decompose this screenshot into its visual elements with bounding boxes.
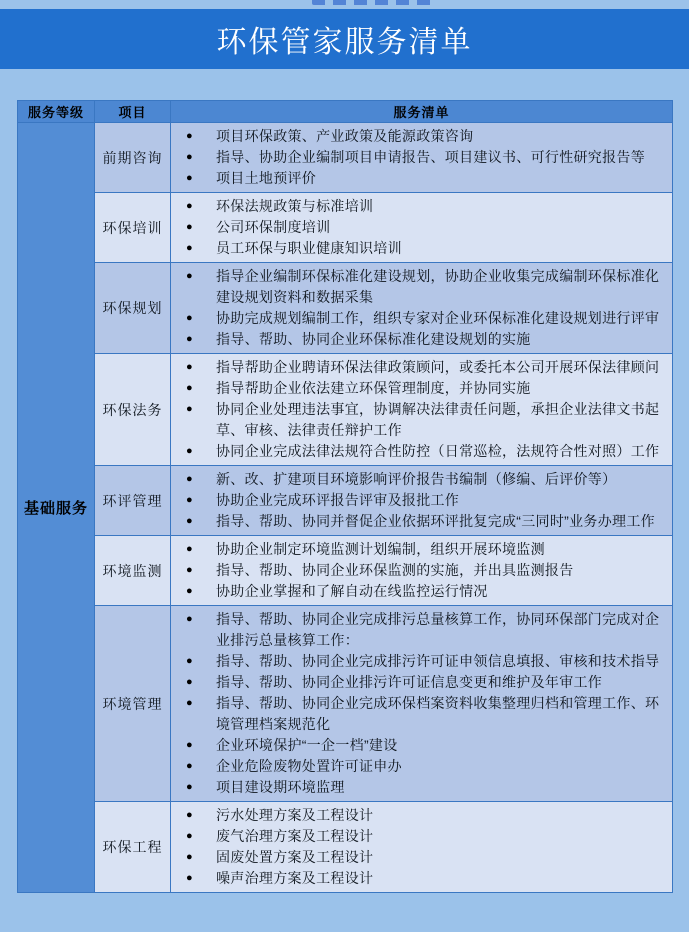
service-item: ● 环保法规政策与标准培训	[171, 196, 666, 217]
service-item: ● 指导、帮助、协同企业环保监测的实施，并出具监测报告	[171, 560, 666, 581]
header-service-list: 服务清单	[171, 101, 673, 123]
service-item: ● 指导、帮助、协同企业环保标准化建设规划的实施	[171, 329, 666, 350]
service-list-cell	[171, 193, 673, 263]
service-list-cell	[171, 802, 673, 893]
project-cell: 环保规划	[95, 263, 171, 354]
service-item: ● 企业危险废物处置许可证申办	[171, 756, 666, 777]
service-item: ● 项目土地预评价	[171, 168, 666, 189]
table-row	[18, 123, 673, 193]
service-item: ● 协同企业完成法律法规符合性防控（日常巡检，法规符合性对照）工作	[171, 441, 666, 462]
service-list-cell	[171, 123, 673, 193]
service-list-cell	[171, 536, 673, 606]
service-item: ● 指导、帮助、协同企业完成排污总量核算工作，协同环保部门完成对企业排污总量核算工作：	[171, 609, 666, 651]
service-item: ● 指导、协助企业编制项目申请报告、项目建议书、可行性研究报告等	[171, 147, 666, 168]
header-row	[18, 101, 673, 123]
service-item: ● 指导、帮助、协同企业排污许可证信息变更和维护及年审工作	[171, 672, 666, 693]
service-table	[17, 100, 673, 893]
table-row	[18, 802, 673, 893]
project-cell: 环保法务	[95, 354, 171, 466]
project-cell: 环保工程	[95, 802, 171, 893]
table-row	[18, 606, 673, 802]
service-list-cell	[171, 606, 673, 802]
service-item: ● 协助企业掌握和了解自动在线监控运行情况	[171, 581, 666, 602]
page-title: 环保管家服务清单	[216, 26, 473, 59]
service-item: ● 废气治理方案及工程设计	[171, 826, 666, 847]
service-item: ● 协助完成规划编制工作，组织专家对企业环保标准化建设规划进行评审	[171, 308, 666, 329]
service-item: ● 企业环境保护“一企一档”建设	[171, 735, 666, 756]
service-table-container	[17, 100, 672, 893]
service-item: ● 噪声治理方案及工程设计	[171, 868, 666, 889]
table-row	[18, 354, 673, 466]
service-level-cell: 基础服务	[18, 123, 95, 893]
service-item: ● 项目建设期环境监理	[171, 777, 666, 798]
page-top-clipped-text	[312, 0, 434, 5]
service-item: ● 协助企业制定环境监测计划编制，组织开展环境监测	[171, 539, 666, 560]
project-cell: 环境监测	[95, 536, 171, 606]
table-row	[18, 466, 673, 536]
header-project: 项目	[95, 101, 171, 123]
title-banner	[0, 9, 689, 69]
table-row	[18, 536, 673, 606]
service-item: ● 指导、帮助、协同并督促企业依据环评批复完成“三同时”业务办理工作	[171, 511, 666, 532]
service-list-cell	[171, 354, 673, 466]
service-item: ● 指导帮助企业依法建立环保管理制度，并协同实施	[171, 378, 666, 399]
service-item: ● 指导企业编制环保标准化建设规划，协助企业收集完成编制环保标准化建设规划资料和数据采集	[171, 266, 666, 308]
project-cell: 环保培训	[95, 193, 171, 263]
service-item: ● 指导、帮助、协同企业完成环保档案资料收集整理归档和管理工作、环境管理档案规范化	[171, 693, 666, 735]
service-item: ● 协助企业完成环评报告评审及报批工作	[171, 490, 666, 511]
service-item: ● 项目环保政策、产业政策及能源政策咨询	[171, 126, 666, 147]
project-cell: 环评管理	[95, 466, 171, 536]
service-item: ● 污水处理方案及工程设计	[171, 805, 666, 826]
service-item: ● 公司环保制度培训	[171, 217, 666, 238]
service-item: ● 指导帮助企业聘请环保法律政策顾问，或委托本公司开展环保法律顾问	[171, 357, 666, 378]
service-item: ● 员工环保与职业健康知识培训	[171, 238, 666, 259]
table-row	[18, 193, 673, 263]
header-service-level: 服务等级	[18, 101, 95, 123]
project-cell: 前期咨询	[95, 123, 171, 193]
service-item: ● 固废处置方案及工程设计	[171, 847, 666, 868]
service-item: ● 指导、帮助、协同企业完成排污许可证申领信息填报、审核和技术指导	[171, 651, 666, 672]
service-item: ● 协同企业处理违法事宜，协调解决法律责任问题，承担企业法律文书起草、审核、法律责任辩护工作	[171, 399, 666, 441]
project-cell: 环境管理	[95, 606, 171, 802]
table-row	[18, 263, 673, 354]
service-item: ● 新、改、扩建项目环境影响评价报告书编制（修编、后评价等）	[171, 469, 666, 490]
service-list-cell	[171, 466, 673, 536]
service-list-cell	[171, 263, 673, 354]
